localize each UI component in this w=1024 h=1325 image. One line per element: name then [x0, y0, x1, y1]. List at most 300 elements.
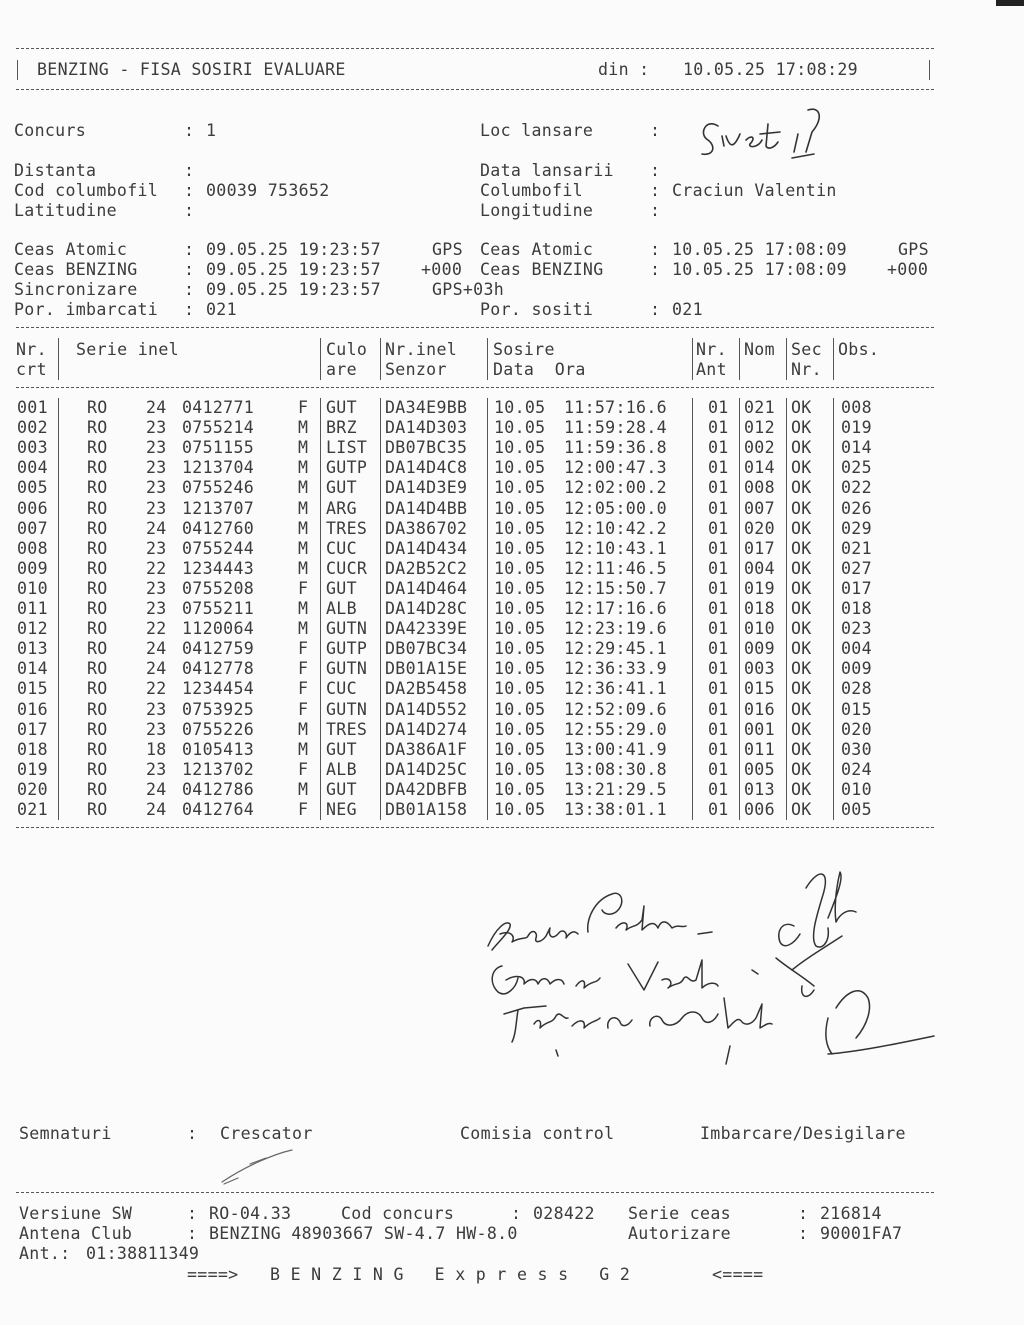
cell-an: 22 [146, 679, 167, 699]
cell-sex: M [298, 498, 309, 518]
latitudine-label: Latitudine [14, 201, 117, 220]
cell-data: 10.05 [494, 578, 546, 598]
cell-ant: 01 [708, 438, 729, 458]
cell-inel: 0755226 [182, 719, 255, 739]
columbofil-colon: : [650, 181, 661, 200]
cell-nom: 008 [744, 478, 775, 498]
cell-inel: 1213702 [182, 759, 255, 779]
brand-arrow-left: ====> [187, 1265, 239, 1284]
loc-lansare-colon: : [650, 121, 661, 140]
serie-ceas-label: Serie ceas [628, 1204, 731, 1223]
colon: : [798, 1224, 809, 1243]
cell-sex: F [298, 398, 309, 417]
cell-obs: 018 [841, 599, 872, 618]
cell-tara: RO [87, 398, 108, 417]
cell-obs: 026 [841, 498, 872, 518]
cell-sec: OK [791, 599, 812, 618]
ceas-benzing-left-value: 09.05.25 19:23:57 [206, 260, 381, 279]
colon: : [184, 280, 195, 299]
cell-data: 10.05 [494, 619, 546, 639]
cell-ora: 12:10:43.1 [564, 538, 667, 558]
cell-sex: F [298, 578, 309, 598]
cell-sex: M [298, 719, 309, 739]
ceas-atomic-left-value: 09.05.25 19:23:57 [206, 240, 381, 259]
data-lansarii-colon: : [650, 161, 661, 180]
cell-obs: 027 [841, 558, 872, 578]
columbofil-label: Columbofil [480, 181, 583, 200]
autorizare-value: 90001FA7 [820, 1224, 903, 1243]
cell-culoare: NEG [326, 800, 357, 819]
colon: : [511, 1204, 522, 1223]
cell-culoare: GUT [326, 398, 357, 417]
din-value: 10.05.25 17:08:29 [683, 60, 858, 79]
cell-nom: 001 [744, 719, 775, 739]
cod-columbofil-value: 00039 753652 [206, 181, 330, 200]
colon: : [650, 240, 661, 259]
cell-inel: 0751155 [182, 438, 255, 458]
imbarcati-label: Por. imbarcati [14, 300, 159, 319]
distanta-label: Distanta [14, 161, 97, 180]
cell-sec: OK [791, 538, 812, 558]
colon: : [650, 260, 661, 279]
antena-label: Antena Club [19, 1224, 133, 1243]
cell-nom: 018 [744, 599, 775, 618]
cell-culoare: ALB [326, 599, 357, 618]
cell-senzor: DA42DBFB [385, 779, 468, 799]
cell-data: 10.05 [494, 458, 546, 478]
cell-data: 10.05 [494, 679, 546, 699]
crescator-label: Crescator [220, 1124, 313, 1143]
col-header-culoare-1: Culo [326, 340, 368, 359]
cell-ora: 12:10:42.2 [564, 518, 667, 538]
cell-nom: 007 [744, 498, 775, 518]
cell-sec: OK [791, 518, 812, 538]
cell-ant: 01 [708, 458, 729, 478]
cell-ora: 11:57:16.6 [564, 398, 667, 417]
col-header-nom: Nom [744, 340, 775, 359]
cell-sec: OK [791, 679, 812, 699]
table-row [0, 478, 940, 498]
cell-senzor: DB01A15E [385, 659, 468, 679]
cell-data: 10.05 [494, 478, 546, 498]
cell-crt: 001 [17, 398, 48, 417]
cell-culoare: ALB [326, 759, 357, 779]
cell-crt: 018 [17, 739, 48, 759]
col-divider [380, 338, 381, 380]
cell-ora: 13:38:01.1 [564, 800, 667, 819]
cell-sex: F [298, 699, 309, 719]
cell-obs: 019 [841, 418, 872, 438]
cell-crt: 009 [17, 558, 48, 578]
table-row [0, 659, 940, 679]
cell-obs: 024 [841, 759, 872, 779]
cell-ora: 12:52:09.6 [564, 699, 667, 719]
cell-culoare: CUCR [326, 558, 368, 578]
ceas-benzing-right-label: Ceas BENZING [480, 260, 604, 279]
cell-sex: F [298, 759, 309, 779]
document-title: BENZING - FISA SOSIRI EVALUARE [37, 60, 346, 79]
cell-nom: 019 [744, 578, 775, 598]
cell-obs: 017 [841, 578, 872, 598]
cell-obs: 028 [841, 679, 872, 699]
cell-obs: 030 [841, 739, 872, 759]
cod-concurs-value: 028422 [533, 1204, 595, 1223]
cell-ant: 01 [708, 578, 729, 598]
cell-crt: 005 [17, 478, 48, 498]
cell-ora: 13:21:29.5 [564, 779, 667, 799]
table-row [0, 418, 940, 438]
cell-sex: M [298, 438, 309, 458]
cell-inel: 1234443 [182, 558, 255, 578]
cell-crt: 021 [17, 800, 48, 819]
cell-ant: 01 [708, 619, 729, 639]
cell-crt: 011 [17, 599, 48, 618]
cell-an: 23 [146, 418, 167, 438]
col-header-crt: crt [16, 360, 47, 379]
imbarcati-value: 021 [206, 300, 237, 319]
cell-obs: 014 [841, 438, 872, 458]
loc-lansare-label: Loc lansare [480, 121, 594, 140]
table-row [0, 519, 940, 539]
cell-inel: 0755244 [182, 538, 255, 558]
cell-an: 23 [146, 719, 167, 739]
cell-inel: 1213704 [182, 458, 255, 478]
cell-crt: 015 [17, 679, 48, 699]
cell-nom: 010 [744, 619, 775, 639]
cell-data: 10.05 [494, 599, 546, 618]
col-divider [739, 338, 740, 380]
cell-tara: RO [87, 558, 108, 578]
cell-sec: OK [791, 478, 812, 498]
col-header-obs: Obs. [838, 340, 880, 359]
cell-nom: 017 [744, 538, 775, 558]
cell-tara: RO [87, 719, 108, 739]
cell-senzor: DA14D4C8 [385, 458, 468, 478]
cell-ora: 12:15:50.7 [564, 578, 667, 598]
cell-inel: 0412786 [182, 779, 255, 799]
cell-ora: 11:59:36.8 [564, 438, 667, 458]
header-bottom-rule [16, 89, 934, 90]
data-lansarii-label: Data lansarii [480, 161, 614, 180]
cell-an: 23 [146, 578, 167, 598]
cell-nom: 009 [744, 639, 775, 659]
col-header-culoare-2: are [326, 360, 357, 379]
col-header-sosire-2: Data Ora [493, 360, 586, 379]
cell-obs: 005 [841, 800, 872, 819]
colon: : [650, 300, 661, 319]
cell-inel: 0412759 [182, 639, 255, 659]
cell-ant: 01 [708, 779, 729, 799]
cell-senzor: DA14D25C [385, 759, 468, 779]
cell-ant: 01 [708, 679, 729, 699]
cell-nom: 014 [744, 458, 775, 478]
cell-ant: 01 [708, 538, 729, 558]
ant-value: 01:38811349 [86, 1244, 200, 1263]
cell-sex: M [298, 779, 309, 799]
cell-crt: 007 [17, 518, 48, 538]
cell-sec: OK [791, 558, 812, 578]
cell-nom: 021 [744, 398, 775, 417]
ceas-benzing-left-suffix: +000 [421, 260, 463, 279]
colon: : [184, 260, 195, 279]
cell-crt: 004 [17, 458, 48, 478]
sincronizare-value: 09.05.25 19:23:57 [206, 280, 381, 299]
cell-ora: 12:29:45.1 [564, 639, 667, 659]
cod-columbofil-label: Cod columbofil [14, 181, 159, 200]
cell-sec: OK [791, 699, 812, 719]
cell-inel: 0753925 [182, 699, 255, 719]
cell-nom: 015 [744, 679, 775, 699]
cell-senzor: DB01A158 [385, 800, 468, 819]
col-header-sec-1: Sec [791, 340, 822, 359]
cell-obs: 023 [841, 619, 872, 639]
cell-culoare: GUT [326, 578, 357, 598]
cell-senzor: DA14D274 [385, 719, 468, 739]
cell-tara: RO [87, 478, 108, 498]
cell-senzor: DA14D464 [385, 578, 468, 598]
cell-obs: 008 [841, 398, 872, 417]
cell-nom: 012 [744, 418, 775, 438]
cell-data: 10.05 [494, 518, 546, 538]
col-divider [487, 338, 488, 380]
cell-crt: 019 [17, 759, 48, 779]
ceas-atomic-right-suffix: GPS [898, 240, 929, 259]
cell-tara: RO [87, 599, 108, 618]
columbofil-value: Craciun Valentin [672, 181, 837, 200]
cell-culoare: ARG [326, 498, 357, 518]
table-row [0, 639, 940, 659]
cell-ora: 12:55:29.0 [564, 719, 667, 739]
ceas-benzing-right-suffix: +000 [887, 260, 929, 279]
cell-culoare: CUC [326, 538, 357, 558]
cell-an: 23 [146, 498, 167, 518]
page-edge-mark [996, 0, 1024, 6]
cell-tara: RO [87, 458, 108, 478]
cell-obs: 015 [841, 699, 872, 719]
col-header-senzor-2: Senzor [385, 360, 447, 379]
ceas-atomic-left-suffix: GPS [432, 240, 463, 259]
cell-sec: OK [791, 779, 812, 799]
cell-data: 10.05 [494, 659, 546, 679]
table-row [0, 539, 940, 559]
cell-culoare: GUT [326, 478, 357, 498]
cell-obs: 004 [841, 639, 872, 659]
ant-label: Ant.: [19, 1244, 71, 1263]
cell-culoare: BRZ [326, 418, 357, 438]
col-divider [786, 338, 787, 380]
col-header-sec-2: Nr. [791, 360, 822, 379]
cell-inel: 1120064 [182, 619, 255, 639]
col-divider [58, 338, 59, 380]
cell-senzor: DA386702 [385, 518, 468, 538]
imbarcare-label: Imbarcare/Desigilare [700, 1124, 906, 1143]
cell-senzor: DA34E9BB [385, 398, 468, 417]
cell-an: 22 [146, 558, 167, 578]
footer-top-rule [16, 1192, 934, 1193]
table-row [0, 720, 940, 740]
cell-sex: F [298, 659, 309, 679]
cell-an: 22 [146, 619, 167, 639]
table-bottom-rule [16, 827, 934, 828]
cell-tara: RO [87, 699, 108, 719]
cell-senzor: DA14D28C [385, 599, 468, 618]
cell-senzor: DB07BC34 [385, 639, 468, 659]
cell-tara: RO [87, 639, 108, 659]
cell-ora: 12:00:47.3 [564, 458, 667, 478]
cell-senzor: DA14D4BB [385, 498, 468, 518]
table-row [0, 760, 940, 780]
col-header-serie-inel: Serie inel [76, 340, 179, 359]
cell-crt: 003 [17, 438, 48, 458]
cell-sec: OK [791, 498, 812, 518]
table-row [0, 438, 940, 458]
cell-sec: OK [791, 619, 812, 639]
concurs-value: 1 [206, 121, 217, 140]
cell-ant: 01 [708, 639, 729, 659]
cell-sex: M [298, 458, 309, 478]
cell-tara: RO [87, 800, 108, 819]
ceas-atomic-right-label: Ceas Atomic [480, 240, 594, 259]
cell-senzor: DA14D434 [385, 538, 468, 558]
cell-culoare: CUC [326, 679, 357, 699]
latitudine-colon: : [184, 201, 195, 220]
cell-data: 10.05 [494, 719, 546, 739]
cell-ant: 01 [708, 478, 729, 498]
cell-an: 24 [146, 800, 167, 819]
cell-ant: 01 [708, 599, 729, 618]
cell-sec: OK [791, 418, 812, 438]
cell-tara: RO [87, 779, 108, 799]
cell-nom: 013 [744, 779, 775, 799]
cell-ant: 01 [708, 498, 729, 518]
cell-nom: 002 [744, 438, 775, 458]
cell-tara: RO [87, 619, 108, 639]
table-row [0, 398, 940, 418]
cell-sex: M [298, 599, 309, 618]
header-right-bar [929, 60, 930, 80]
cell-sex: M [298, 619, 309, 639]
cell-an: 23 [146, 538, 167, 558]
cell-sec: OK [791, 639, 812, 659]
serie-ceas-value: 216814 [820, 1204, 882, 1223]
cell-senzor: DA2B52C2 [385, 558, 468, 578]
semnaturi-label: Semnaturi [19, 1124, 112, 1143]
cell-ora: 12:36:41.1 [564, 679, 667, 699]
cell-tara: RO [87, 739, 108, 759]
cell-inel: 0412764 [182, 800, 255, 819]
cell-data: 10.05 [494, 779, 546, 799]
cell-senzor: DA14D3E9 [385, 478, 468, 498]
cell-nom: 020 [744, 518, 775, 538]
cell-culoare: GUTP [326, 458, 368, 478]
cell-ora: 13:08:30.8 [564, 759, 667, 779]
cell-ora: 12:17:16.6 [564, 599, 667, 618]
cell-ant: 01 [708, 659, 729, 679]
col-divider [833, 338, 834, 380]
brand-name: B E N Z I N G E x p r e s s G 2 [270, 1265, 631, 1284]
cell-crt: 013 [17, 639, 48, 659]
table-row [0, 780, 940, 800]
longitudine-label: Longitudine [480, 201, 594, 220]
cell-ora: 11:59:28.4 [564, 418, 667, 438]
sositi-value: 021 [672, 300, 703, 319]
cell-crt: 020 [17, 779, 48, 799]
cell-an: 24 [146, 659, 167, 679]
cell-crt: 016 [17, 699, 48, 719]
table-row [0, 700, 940, 720]
cell-culoare: GUTP [326, 639, 368, 659]
sincronizare-label: Sincronizare [14, 280, 138, 299]
colon: : [187, 1124, 198, 1143]
cell-data: 10.05 [494, 538, 546, 558]
cell-culoare: TRES [326, 719, 368, 739]
header-top-rule [16, 48, 934, 49]
cell-obs: 029 [841, 518, 872, 538]
cell-nom: 005 [744, 759, 775, 779]
loc-lansare-handwritten [696, 104, 836, 162]
cell-inel: 0755214 [182, 418, 255, 438]
cell-ant: 01 [708, 759, 729, 779]
cell-tara: RO [87, 518, 108, 538]
col-divider [320, 338, 321, 380]
colon: : [187, 1204, 198, 1223]
col-divider [692, 338, 693, 380]
cell-an: 23 [146, 438, 167, 458]
cell-data: 10.05 [494, 398, 546, 417]
cell-culoare: GUT [326, 739, 357, 759]
table-header-rule [16, 387, 934, 388]
cell-inel: 0412771 [182, 398, 255, 417]
table-row [0, 679, 940, 699]
cell-an: 23 [146, 759, 167, 779]
cell-ora: 12:02:00.2 [564, 478, 667, 498]
cell-culoare: LIST [326, 438, 368, 458]
col-header-ant-2: Ant [696, 360, 727, 379]
cell-ora: 12:23:19.6 [564, 619, 667, 639]
sincronizare-suffix: GPS+03h [432, 280, 505, 299]
col-header-senzor-1: Nr.inel [385, 340, 458, 359]
cell-obs: 009 [841, 659, 872, 679]
cell-sec: OK [791, 438, 812, 458]
distanta-colon: : [184, 161, 195, 180]
cell-inel: 0412778 [182, 659, 255, 679]
versiune-value: RO-04.33 [209, 1204, 292, 1223]
cell-nom: 011 [744, 739, 775, 759]
table-row [0, 800, 940, 820]
cell-crt: 010 [17, 578, 48, 598]
cell-an: 24 [146, 639, 167, 659]
cell-inel: 0755211 [182, 599, 255, 618]
table-row [0, 559, 940, 579]
cell-crt: 002 [17, 418, 48, 438]
cell-ora: 12:11:46.5 [564, 558, 667, 578]
table-row [0, 499, 940, 519]
cell-inel: 0755246 [182, 478, 255, 498]
cell-sec: OK [791, 719, 812, 739]
cell-obs: 010 [841, 779, 872, 799]
cell-sex: M [298, 518, 309, 538]
col-header-sosire-1: Sosire [493, 340, 555, 359]
cell-data: 10.05 [494, 800, 546, 819]
commission-signatures-handwritten [476, 858, 946, 1068]
cell-data: 10.05 [494, 498, 546, 518]
cell-data: 10.05 [494, 558, 546, 578]
colon: : [798, 1204, 809, 1223]
cell-an: 23 [146, 458, 167, 478]
ceas-atomic-right-value: 10.05.25 17:08:09 [672, 240, 847, 259]
colon: : [184, 300, 195, 319]
cell-sex: M [298, 478, 309, 498]
